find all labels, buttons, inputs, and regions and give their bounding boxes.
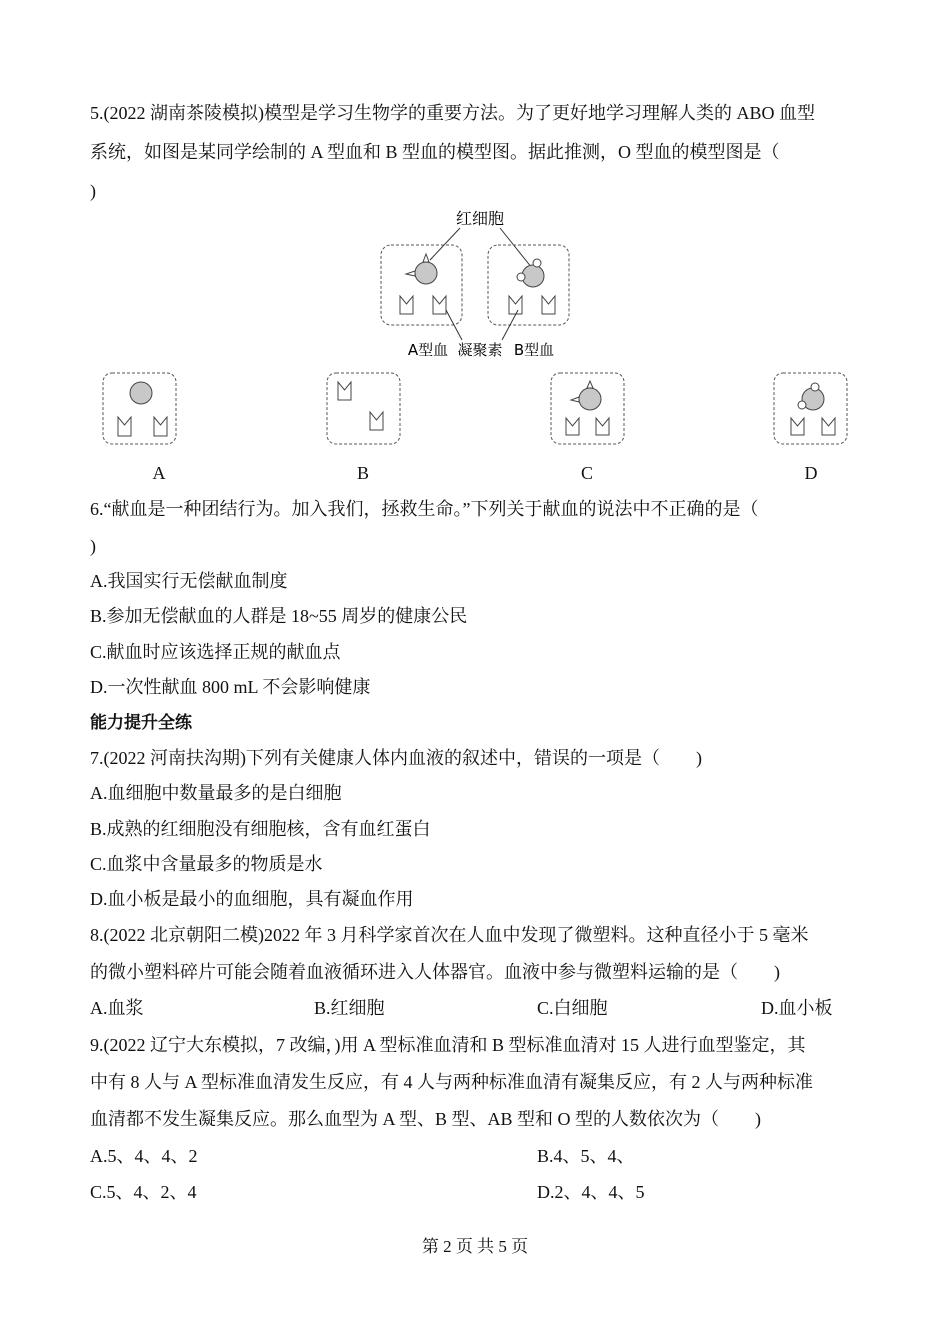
q9-option-d[interactable]: D.2、4、4、5 xyxy=(537,1182,645,1202)
label-a-type: A型血 xyxy=(407,341,449,359)
q7-option-a[interactable]: A.血细胞中数量最多的是白细胞 xyxy=(90,783,342,803)
label-b-type: B型血 xyxy=(513,341,555,359)
q7-stem: 7.(2022 河南扶沟期)下列有关健康人体内血液的叙述中，错误的一项是（ ) xyxy=(90,748,702,768)
q5-line-3: ) xyxy=(90,181,96,201)
q5-line-2: 系统，如图是某同学绘制的 A 型血和 B 型血的模型图。据此推测，O 型血的模型图是（ xyxy=(90,142,780,162)
label-agglutinin: 凝聚素 xyxy=(457,341,503,359)
agglutinin-anti-a xyxy=(509,296,522,314)
q6-option-a[interactable]: A.我国实行无偿献血制度 xyxy=(90,571,288,591)
q8-line-2: 的微小塑料碎片可能会随着血液循环进入人体器官。血液中参与微塑料运输的是（ ) xyxy=(90,962,780,982)
q9-line-2: 中有 8 人与 A 型标准血清发生反应，有 4 人与两种标准血清有凝集反应，有 2 人与两种标准 xyxy=(90,1072,814,1092)
q9-line-3: 血清都不发生凝集反应。那么血型为 A 型、B 型、AB 型和 O 型的人数依次为（ ) xyxy=(90,1109,762,1129)
q9-option-b[interactable]: B.4、5、4、 xyxy=(537,1146,635,1166)
page-footer: 第 2 页 共 5 页 xyxy=(421,1237,529,1256)
q5-line-1: 5.(2022 湖南茶陵模拟)模型是学习生物学的重要方法。为了更好地学习理解人类的 ABO 血型 xyxy=(90,103,815,123)
q9-option-c[interactable]: C.5、4、2、4 xyxy=(90,1182,197,1202)
q8-option-c[interactable]: C.白细胞 xyxy=(537,998,608,1018)
blood-type-model-figure xyxy=(370,200,580,365)
q7-option-d[interactable]: D.血小板是最小的血细胞，具有凝血作用 xyxy=(90,889,414,909)
choice-label-d: D xyxy=(804,463,818,483)
a-red-cell xyxy=(415,262,437,284)
q7-option-b[interactable]: B.成熟的红细胞没有细胞核，含有血红蛋白 xyxy=(90,819,431,839)
q8-option-d[interactable]: D.血小板 xyxy=(761,998,833,1018)
choice-model-b[interactable] xyxy=(326,372,402,446)
q8-option-a[interactable]: A.血浆 xyxy=(90,998,144,1018)
agglutinin-anti-b-2 xyxy=(433,296,446,314)
choice-label-b: B xyxy=(356,463,369,483)
q8-option-b[interactable]: B.红细胞 xyxy=(314,998,385,1018)
q6-option-d[interactable]: D.一次性献血 800 mL 不会影响健康 xyxy=(90,677,371,697)
choice-model-a[interactable] xyxy=(102,372,178,446)
agglutinin-anti-a-2 xyxy=(542,296,555,314)
q7-option-c[interactable]: C.血浆中含量最多的物质是水 xyxy=(90,854,323,874)
choice-label-a: A xyxy=(152,463,166,483)
choice-model-d[interactable] xyxy=(773,372,849,446)
q6-option-b[interactable]: B.参加无偿献血的人群是 18~55 周岁的健康公民 xyxy=(90,606,468,626)
q8-line-1: 8.(2022 北京朝阳二模)2022 年 3 月科学家首次在人血中发现了微塑料。这种直径小于 5 毫米 xyxy=(90,925,809,945)
section-title: 能力提升全练 xyxy=(90,713,192,733)
a-type-box xyxy=(381,245,462,325)
q9-line-1: 9.(2022 辽宁大东模拟，7 改编，)用 A 型标准血清和 B 型标准血清对 15 人进行血型鉴定，其 xyxy=(90,1035,806,1055)
agglutinin-anti-b xyxy=(400,296,413,314)
label-red-blood-cell: 红细胞 xyxy=(455,209,505,228)
choice-model-c[interactable] xyxy=(550,372,626,446)
q6-option-c[interactable]: C.献血时应该选择正规的献血点 xyxy=(90,642,341,662)
q9-option-a[interactable]: A.5、4、4、2 xyxy=(90,1146,198,1166)
choice-label-c: C xyxy=(580,463,593,483)
q6-line-1: 6.“献血是一种团结行为。加入我们，拯救生命。”下列关于献血的说法中不正确的是（ xyxy=(90,499,759,519)
q6-line-2: ) xyxy=(90,536,96,556)
